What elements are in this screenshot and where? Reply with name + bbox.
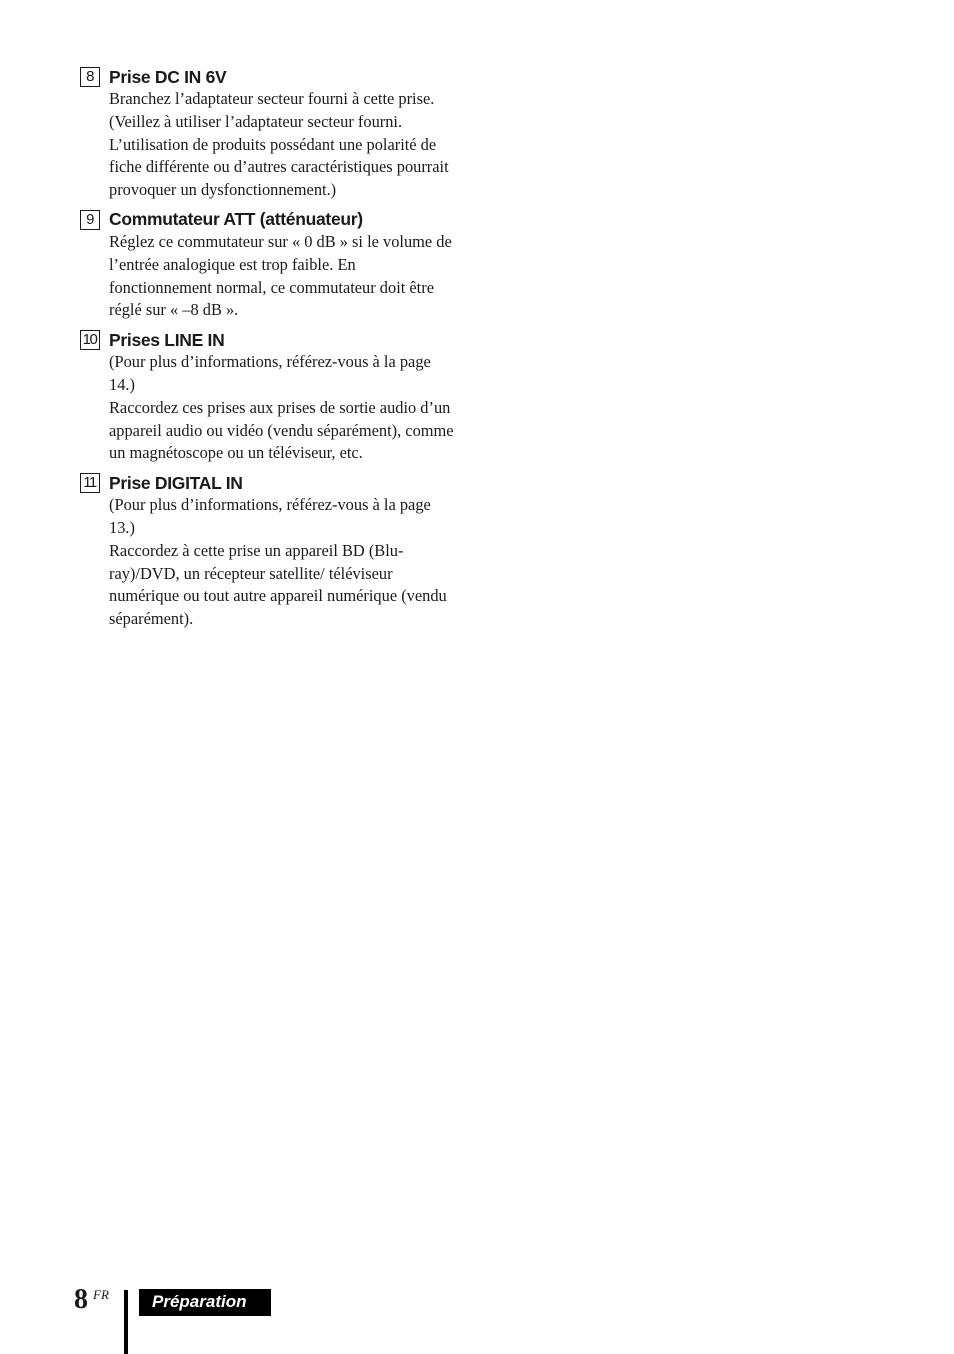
language-suffix: FR (93, 1287, 109, 1302)
item-description (109, 231, 460, 322)
section-label: Préparation (152, 1292, 247, 1311)
item-description (109, 494, 460, 631)
item-title: Prise DIGITAL IN (109, 472, 243, 493)
item-line-in (80, 329, 460, 465)
item-number-box: 10 (80, 330, 100, 350)
page-content (80, 66, 460, 638)
item-paragraph: Raccordez ces prises aux prises de sortie audio d’un appareil audio ou vidéo (vendu séparément), comme un magnétoscope ou un téléviseur, etc. (109, 397, 454, 463)
item-number-box: 11 (80, 473, 100, 493)
item-paragraph: Réglez ce commutateur sur « 0 dB » si le volume de l’entrée analogique est trop faible. En fonctionnement normal, ce commutateur doit être réglé sur « –8 dB ». (109, 231, 452, 320)
item-number-box: 9 (80, 210, 100, 230)
item-heading (80, 66, 460, 88)
item-paragraph: (Pour plus d’informations, référez-vous à la page 13.) (109, 495, 431, 537)
item-att-switch (80, 209, 460, 322)
item-description (109, 88, 460, 202)
item-title: Prises LINE IN (109, 329, 225, 350)
item-heading (80, 472, 460, 494)
item-dc-in (80, 66, 460, 202)
item-description (109, 351, 460, 465)
item-paragraph: Branchez l’adaptateur secteur fourni à cette prise. (Veillez à utiliser l’adaptateur secteur fourni. L’utilisation de produits possédant une polarité de fiche différente ou d’autres caractéristiques pourrait provoquer un dysfonctionnement.) (109, 89, 449, 200)
item-paragraph: (Pour plus d’informations, référez-vous à la page 14.) (109, 352, 431, 394)
section-tab (139, 1289, 271, 1316)
item-number-box: 8 (80, 67, 100, 87)
item-title: Commutateur ATT (atténuateur) (109, 209, 363, 230)
item-heading (80, 209, 460, 231)
footer-divider (124, 1290, 128, 1354)
page-number: 8 (74, 1284, 88, 1315)
item-digital-in (80, 472, 460, 631)
item-paragraph: Raccordez à cette prise un appareil BD (Blu-ray)/DVD, un récepteur satellite/ téléviseur numérique ou tout autre appareil numérique (vendu séparément). (109, 540, 447, 629)
item-title: Prise DC IN 6V (109, 66, 227, 87)
item-heading (80, 329, 460, 351)
